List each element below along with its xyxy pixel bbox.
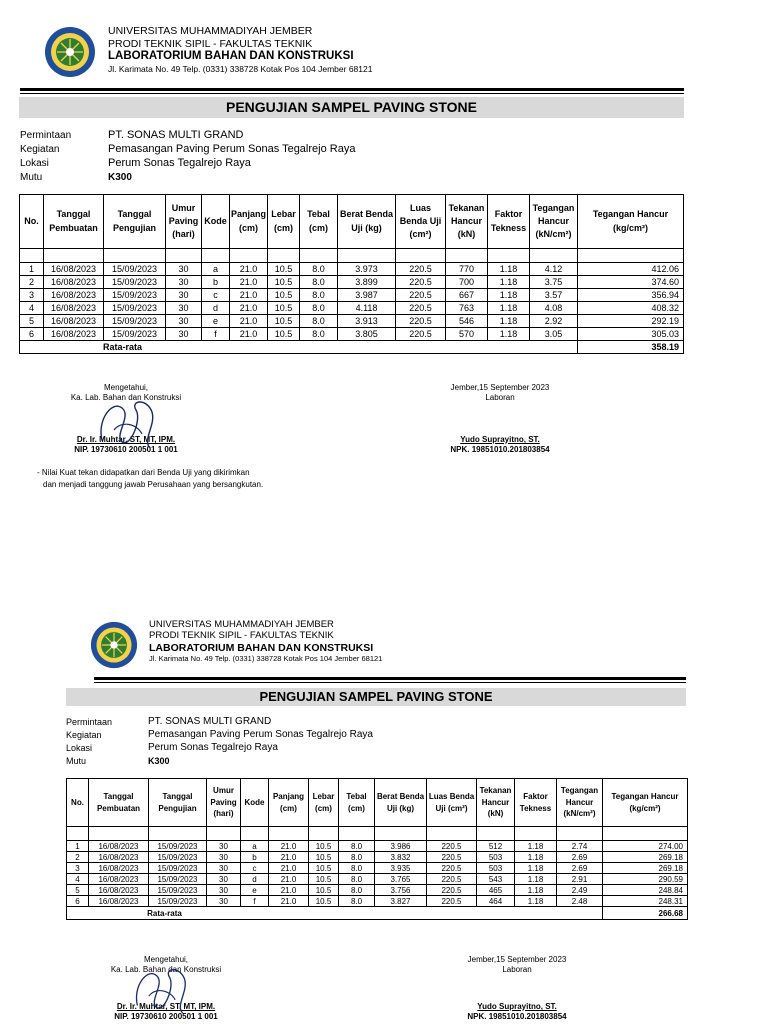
cell-kode: d — [241, 874, 269, 885]
cell-tanggal-pengujian: 15/09/2023 — [149, 885, 207, 896]
cell-tanggal-pembuatan: 16/08/2023 — [89, 852, 149, 863]
cell-tebal: 8.0 — [339, 852, 375, 863]
cell-lebar: 10.5 — [268, 302, 300, 315]
sign-right-id: NPK. 19851010.201803854 — [467, 1012, 567, 1022]
cell-lebar: 10.5 — [309, 874, 339, 885]
col-tanggal-pengujian: Tanggal Pengujian — [104, 195, 166, 249]
cell-tegangan-kn: 2.49 — [557, 885, 603, 896]
cell-faktor: 1.18 — [515, 874, 557, 885]
test-table — [19, 194, 684, 354]
cell-no: 1 — [20, 263, 44, 276]
col-tebal: Tebal (cm) — [300, 195, 338, 249]
kegiatan-value: Pemasangan Paving Perum Sonas Tegalrejo Raya — [148, 729, 373, 740]
col-tegangan-kn: Tegangan Hancur (kN/cm²) — [530, 195, 578, 249]
cell-luas: 220.5 — [396, 276, 446, 289]
signature-scribble-icon — [92, 390, 162, 455]
cell-tegangan-kn: 3.75 — [530, 276, 578, 289]
cell-tekanan: 512 — [477, 841, 515, 852]
col-umur: Umur Paving (hari) — [166, 195, 202, 249]
cell-tegangan-kg: 274.00 — [603, 841, 688, 852]
table-row — [67, 874, 688, 885]
cell-tegangan-kg: 412.06 — [578, 263, 684, 276]
cell-tanggal-pengujian: 15/09/2023 — [104, 276, 166, 289]
header-university: UNIVERSITAS MUHAMMADIYAH JEMBER — [108, 25, 313, 37]
average-value: 266.68 — [603, 907, 688, 920]
cell-faktor: 1.18 — [515, 852, 557, 863]
col-kode: Kode — [202, 195, 230, 249]
cell-tanggal-pengujian: 15/09/2023 — [149, 874, 207, 885]
cell-tegangan-kg: 408.32 — [578, 302, 684, 315]
cell-tebal: 8.0 — [300, 315, 338, 328]
cell-tebal: 8.0 — [339, 896, 375, 907]
cell-kode: b — [241, 852, 269, 863]
sign-left-line2: Ka. Lab. Bahan dan Konstruksi — [70, 393, 182, 403]
cell-tegangan-kg: 248.31 — [603, 896, 688, 907]
col-berat: Berat Benda Uji (kg) — [375, 779, 427, 827]
cell-tekanan: 464 — [477, 896, 515, 907]
header-address: Jl. Karimata No. 49 Telp. (0331) 338728 Kotak Pos 104 Jember 68121 — [149, 654, 383, 664]
cell-lebar: 10.5 — [268, 315, 300, 328]
cell-lebar: 10.5 — [268, 289, 300, 302]
cell-tanggal-pembuatan: 16/08/2023 — [89, 885, 149, 896]
cell-berat: 3.756 — [375, 885, 427, 896]
cell-tekanan: 543 — [477, 874, 515, 885]
cell-tegangan-kn: 2.92 — [530, 315, 578, 328]
cell-umur: 30 — [166, 302, 202, 315]
test-table — [66, 778, 688, 920]
col-tegangan-kn: Tegangan Hancur (kN/cm²) — [557, 779, 603, 827]
cell-umur: 30 — [207, 863, 241, 874]
cell-faktor: 1.18 — [488, 263, 530, 276]
sign-left-line1: Mengetahui, — [103, 383, 149, 392]
cell-faktor: 1.18 — [515, 863, 557, 874]
mutu-label: Mutu — [20, 171, 43, 183]
col-umur: Umur Paving (hari) — [207, 779, 241, 827]
cell-kode: c — [241, 863, 269, 874]
cell-tanggal-pengujian: 15/09/2023 — [104, 302, 166, 315]
sign-right-name: Yudo Suprayitno, ST. — [477, 1001, 557, 1011]
cell-umur: 30 — [207, 885, 241, 896]
cell-berat: 3.805 — [338, 328, 396, 341]
cell-tebal: 8.0 — [300, 302, 338, 315]
cell-umur: 30 — [207, 841, 241, 852]
signature-right — [430, 383, 570, 456]
cell-no: 3 — [67, 863, 89, 874]
cell-lebar: 10.5 — [309, 885, 339, 896]
sign-left-line1: Mengetahui, — [143, 955, 189, 964]
cell-faktor: 1.18 — [488, 276, 530, 289]
cell-no: 6 — [67, 896, 89, 907]
cell-no: 2 — [67, 852, 89, 863]
col-tanggal-pengujian: Tanggal Pengujian — [149, 779, 207, 827]
cell-no: 5 — [20, 315, 44, 328]
cell-tegangan-kn: 2.69 — [557, 863, 603, 874]
cell-tekanan: 503 — [477, 863, 515, 874]
info-block — [20, 128, 355, 184]
cell-umur: 30 — [207, 896, 241, 907]
cell-tanggal-pembuatan: 16/08/2023 — [89, 874, 149, 885]
table-row — [67, 852, 688, 863]
average-row — [20, 341, 684, 354]
permintaan-value: PT. SONAS MULTI GRAND — [148, 716, 272, 727]
table-row — [67, 896, 688, 907]
cell-luas: 220.5 — [427, 863, 477, 874]
cell-panjang: 21.0 — [269, 863, 309, 874]
cell-panjang: 21.0 — [230, 276, 268, 289]
cell-tegangan-kg: 356.94 — [578, 289, 684, 302]
col-lebar: Lebar (cm) — [309, 779, 339, 827]
cell-lebar: 10.5 — [309, 896, 339, 907]
cell-tegangan-kn: 2.91 — [557, 874, 603, 885]
cell-tebal: 8.0 — [339, 863, 375, 874]
cell-tanggal-pembuatan: 16/08/2023 — [44, 289, 104, 302]
cell-no: 5 — [67, 885, 89, 896]
cell-tanggal-pembuatan: 16/08/2023 — [44, 263, 104, 276]
cell-umur: 30 — [207, 874, 241, 885]
cell-tanggal-pembuatan: 16/08/2023 — [89, 896, 149, 907]
table-row — [67, 863, 688, 874]
col-faktor: Faktor Tekness — [488, 195, 530, 249]
cell-kode: f — [241, 896, 269, 907]
col-no: No. — [67, 779, 89, 827]
cell-tekanan: 570 — [446, 328, 488, 341]
university-logo — [90, 621, 138, 669]
info-block — [66, 715, 373, 767]
cell-umur: 30 — [166, 263, 202, 276]
cell-tanggal-pembuatan: 16/08/2023 — [89, 841, 149, 852]
cell-luas: 220.5 — [396, 289, 446, 302]
cell-tegangan-kn: 2.69 — [557, 852, 603, 863]
header-lab: LABORATORIUM BAHAN DAN KONSTRUKSI — [149, 641, 374, 654]
cell-panjang: 21.0 — [269, 841, 309, 852]
cell-tebal: 8.0 — [300, 289, 338, 302]
cell-tebal: 8.0 — [339, 885, 375, 896]
cell-no: 2 — [20, 276, 44, 289]
cell-luas: 220.5 — [427, 885, 477, 896]
note-line2: dan menjadi tanggung jawab Perusahaan yang bersangkutan. — [43, 480, 264, 489]
cell-kode: a — [202, 263, 230, 276]
header-rule-thin — [94, 682, 686, 683]
sign-left-name: Dr. Ir. Muhtar, ST, MT, IPM. — [76, 434, 176, 444]
col-lebar: Lebar (cm) — [268, 195, 300, 249]
cell-berat: 3.973 — [338, 263, 396, 276]
sign-right-line2: Laboran — [485, 393, 515, 403]
cell-kode: f — [202, 328, 230, 341]
cell-lebar: 10.5 — [268, 276, 300, 289]
average-value: 358.19 — [578, 341, 684, 354]
cell-tekanan: 770 — [446, 263, 488, 276]
cell-kode: d — [202, 302, 230, 315]
col-tekanan: Tekanan Hancur (kN) — [477, 779, 515, 827]
cell-tebal: 8.0 — [300, 328, 338, 341]
spacer-row — [20, 249, 684, 263]
sign-right-line1: Jember,15 September 2023 — [467, 955, 567, 964]
cell-tebal: 8.0 — [300, 263, 338, 276]
table-row — [67, 841, 688, 852]
sign-left-name: Dr. Ir. Muhtar, ST, MT, IPM. — [116, 1001, 216, 1011]
header-lab: LABORATORIUM BAHAN DAN KONSTRUKSI — [108, 50, 354, 63]
lokasi-value: Perum Sonas Tegalrejo Raya — [108, 157, 251, 169]
sign-right-id: NPK. 19851010.201803854 — [450, 445, 550, 455]
cell-tanggal-pengujian: 15/09/2023 — [149, 896, 207, 907]
cell-tegangan-kn: 2.74 — [557, 841, 603, 852]
cell-tanggal-pengujian: 15/09/2023 — [104, 289, 166, 302]
cell-tanggal-pengujian: 15/09/2023 — [104, 328, 166, 341]
lokasi-label: Lokasi — [66, 742, 93, 753]
report-title: PENGUJIAN SAMPEL PAVING STONE — [19, 97, 684, 118]
table-row — [67, 885, 688, 896]
mutu-value: K300 — [148, 755, 170, 766]
sign-right-line2: Laboran — [502, 965, 532, 975]
header-rule — [20, 88, 684, 91]
cell-tekanan: 700 — [446, 276, 488, 289]
cell-kode: e — [202, 315, 230, 328]
cell-tanggal-pembuatan: 16/08/2023 — [44, 315, 104, 328]
cell-umur: 30 — [166, 328, 202, 341]
col-tegangan-kg: Tegangan Hancur (kg/cm²) — [603, 779, 688, 827]
cell-tanggal-pembuatan: 16/08/2023 — [44, 276, 104, 289]
table-row — [20, 328, 684, 341]
cell-berat: 3.935 — [375, 863, 427, 874]
mutu-label: Mutu — [66, 755, 87, 766]
cell-panjang: 21.0 — [269, 896, 309, 907]
lokasi-value: Perum Sonas Tegalrejo Raya — [148, 742, 278, 753]
note — [37, 467, 263, 491]
cell-tegangan-kg: 292.19 — [578, 315, 684, 328]
kegiatan-label: Kegiatan — [66, 729, 102, 740]
sign-left-id: NIP. 19730610 200501 1 001 — [74, 445, 178, 455]
cell-no: 4 — [67, 874, 89, 885]
cell-faktor: 1.18 — [488, 315, 530, 328]
col-tanggal-pembuatan: Tanggal Pembuatan — [89, 779, 149, 827]
cell-umur: 30 — [166, 289, 202, 302]
col-panjang: Panjang (cm) — [269, 779, 309, 827]
spacer-row — [67, 827, 688, 841]
cell-berat: 3.986 — [375, 841, 427, 852]
cell-tanggal-pengujian: 15/09/2023 — [104, 315, 166, 328]
header-address: Jl. Karimata No. 49 Telp. (0331) 338728 Kotak Pos 104 Jember 68121 — [108, 63, 373, 74]
cell-no: 4 — [20, 302, 44, 315]
sign-left-id: NIP. 19730610 200501 1 001 — [114, 1012, 218, 1022]
average-label: Rata-rata — [44, 341, 202, 354]
kegiatan-label: Kegiatan — [20, 143, 60, 155]
cell-luas: 220.5 — [396, 315, 446, 328]
cell-tegangan-kg: 248.84 — [603, 885, 688, 896]
average-row — [67, 907, 688, 920]
cell-tekanan: 503 — [477, 852, 515, 863]
cell-tanggal-pembuatan: 16/08/2023 — [44, 328, 104, 341]
cell-berat: 4.118 — [338, 302, 396, 315]
cell-tekanan: 465 — [477, 885, 515, 896]
cell-lebar: 10.5 — [309, 841, 339, 852]
cell-panjang: 21.0 — [230, 328, 268, 341]
cell-tegangan-kg: 305.03 — [578, 328, 684, 341]
cell-berat: 3.832 — [375, 852, 427, 863]
cell-luas: 220.5 — [427, 852, 477, 863]
kegiatan-value: Pemasangan Paving Perum Sonas Tegalrejo Raya — [108, 143, 356, 155]
cell-tegangan-kn: 4.12 — [530, 263, 578, 276]
cell-berat: 3.899 — [338, 276, 396, 289]
cell-tekanan: 546 — [446, 315, 488, 328]
cell-tebal: 8.0 — [339, 841, 375, 852]
cell-kode: e — [241, 885, 269, 896]
cell-tanggal-pembuatan: 16/08/2023 — [89, 863, 149, 874]
table-row — [20, 276, 684, 289]
cell-tegangan-kn: 2.48 — [557, 896, 603, 907]
cell-tanggal-pembuatan: 16/08/2023 — [44, 302, 104, 315]
cell-luas: 220.5 — [396, 302, 446, 315]
cell-kode: a — [241, 841, 269, 852]
cell-tekanan: 667 — [446, 289, 488, 302]
col-panjang: Panjang (cm) — [230, 195, 268, 249]
cell-tanggal-pengujian: 15/09/2023 — [104, 263, 166, 276]
cell-berat: 3.827 — [375, 896, 427, 907]
university-logo — [44, 26, 96, 78]
sign-right-line1: Jember,15 September 2023 — [450, 383, 550, 392]
cell-kode: b — [202, 276, 230, 289]
header-rule — [94, 677, 686, 680]
cell-luas: 220.5 — [427, 841, 477, 852]
cell-berat: 3.765 — [375, 874, 427, 885]
col-tanggal-pembuatan: Tanggal Pembuatan — [44, 195, 104, 249]
note-line1: - Nilai Kuat tekan didapatkan dari Benda Uji yang dikirimkan — [37, 468, 250, 477]
table-row — [20, 289, 684, 302]
cell-tegangan-kg: 269.18 — [603, 852, 688, 863]
average-label: Rata-rata — [89, 907, 241, 920]
cell-tegangan-kg: 269.18 — [603, 863, 688, 874]
cell-tegangan-kg: 290.59 — [603, 874, 688, 885]
signature-scribble-icon — [128, 958, 194, 1020]
cell-panjang: 21.0 — [269, 874, 309, 885]
cell-faktor: 1.18 — [488, 289, 530, 302]
col-kode: Kode — [241, 779, 269, 827]
cell-kode: c — [202, 289, 230, 302]
lokasi-label: Lokasi — [20, 157, 49, 169]
cell-tegangan-kn: 3.57 — [530, 289, 578, 302]
table-row — [20, 315, 684, 328]
cell-faktor: 1.18 — [488, 302, 530, 315]
permintaan-value: PT. SONAS MULTI GRAND — [108, 129, 244, 141]
col-faktor: Faktor Tekness — [515, 779, 557, 827]
mutu-value: K300 — [108, 171, 132, 183]
cell-lebar: 10.5 — [268, 263, 300, 276]
cell-tegangan-kn: 4.08 — [530, 302, 578, 315]
permintaan-label: Permintaan — [66, 716, 113, 727]
cell-panjang: 21.0 — [230, 302, 268, 315]
col-luas: Luas Benda Uji (cm²) — [396, 195, 446, 249]
col-tegangan-kg: Tegangan Hancur (kg/cm²) — [578, 195, 684, 249]
cell-panjang: 21.0 — [230, 263, 268, 276]
cell-luas: 220.5 — [396, 328, 446, 341]
permintaan-label: Permintaan — [20, 129, 72, 141]
col-tebal: Tebal (cm) — [339, 779, 375, 827]
cell-berat: 3.987 — [338, 289, 396, 302]
cell-umur: 30 — [207, 852, 241, 863]
cell-no: 1 — [67, 841, 89, 852]
cell-tanggal-pengujian: 15/09/2023 — [149, 852, 207, 863]
cell-faktor: 1.18 — [515, 885, 557, 896]
cell-berat: 3.913 — [338, 315, 396, 328]
cell-panjang: 21.0 — [269, 852, 309, 863]
cell-umur: 30 — [166, 276, 202, 289]
cell-tanggal-pengujian: 15/09/2023 — [149, 863, 207, 874]
header-faculty: PRODI TEKNIK SIPIL - FAKULTAS TEKNIK — [149, 630, 334, 642]
cell-panjang: 21.0 — [230, 289, 268, 302]
cell-tebal: 8.0 — [339, 874, 375, 885]
report-title: PENGUJIAN SAMPEL PAVING STONE — [66, 688, 686, 706]
table-row — [20, 302, 684, 315]
sign-right-name: Yudo Suprayitno, ST. — [460, 434, 540, 444]
cell-tekanan: 763 — [446, 302, 488, 315]
cell-tanggal-pengujian: 15/09/2023 — [149, 841, 207, 852]
cell-faktor: 1.18 — [515, 896, 557, 907]
cell-no: 6 — [20, 328, 44, 341]
table-row — [20, 263, 684, 276]
cell-luas: 220.5 — [396, 263, 446, 276]
col-berat: Berat Benda Uji (kg) — [338, 195, 396, 249]
header-university: UNIVERSITAS MUHAMMADIYAH JEMBER — [149, 619, 334, 630]
cell-umur: 30 — [166, 315, 202, 328]
cell-panjang: 21.0 — [269, 885, 309, 896]
col-tekanan: Tekanan Hancur (kN) — [446, 195, 488, 249]
header-rule-thin — [20, 93, 684, 94]
cell-tegangan-kn: 3.05 — [530, 328, 578, 341]
col-luas: Luas Benda Uji (cm²) — [427, 779, 477, 827]
cell-lebar: 10.5 — [309, 852, 339, 863]
cell-lebar: 10.5 — [309, 863, 339, 874]
header-faculty: PRODI TEKNIK SIPIL - FAKULTAS TEKNIK — [108, 37, 313, 50]
cell-no: 3 — [20, 289, 44, 302]
cell-luas: 220.5 — [427, 874, 477, 885]
cell-faktor: 1.18 — [488, 328, 530, 341]
cell-luas: 220.5 — [427, 896, 477, 907]
col-no: No. — [20, 195, 44, 249]
cell-tebal: 8.0 — [300, 276, 338, 289]
cell-lebar: 10.5 — [268, 328, 300, 341]
cell-tegangan-kg: 374.60 — [578, 276, 684, 289]
sign-left-line2: Ka. Lab. Bahan dan Konstruksi — [110, 965, 222, 975]
cell-panjang: 21.0 — [230, 315, 268, 328]
signature-right — [447, 955, 587, 1023]
cell-faktor: 1.18 — [515, 841, 557, 852]
